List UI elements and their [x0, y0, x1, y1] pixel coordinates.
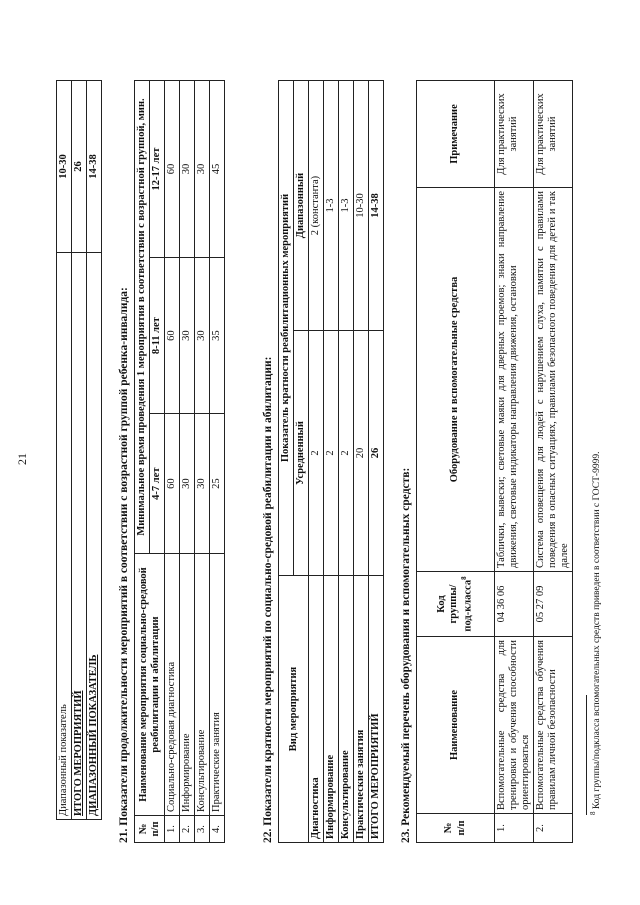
- table-row: [72, 81, 87, 820]
- cell-name: Практические занятия: [210, 554, 225, 816]
- header-num: № п/п: [135, 816, 165, 843]
- cell-name: Вспомогательные средства обучения правилам личной безопасности: [534, 637, 573, 814]
- cell-avg: 2: [324, 331, 339, 576]
- section-23-heading: 23. Рекомендуемый перечень оборудования и вспомогательных средств:: [400, 467, 412, 843]
- table-header-row: [135, 81, 150, 843]
- cell-num: 2.: [534, 814, 573, 843]
- cell-name: Информирование: [180, 554, 195, 816]
- cell-value: 30: [180, 81, 195, 258]
- cell-name: ИТОГО МЕРОПРИЯТИЙ: [369, 576, 384, 843]
- cell-name: Консультирование: [339, 576, 354, 843]
- footnote-text: Код группы/подкласса вспомогательных средств приведен в соответствии с ГОСТ-9999.: [592, 451, 603, 810]
- cell-code: 04 36 06: [495, 572, 534, 637]
- header-age: 8-11 лет: [150, 258, 165, 414]
- cell-name: Практические занятия: [354, 576, 369, 843]
- cell-num: 1.: [495, 814, 534, 843]
- header-age: 12-17 лет: [150, 81, 165, 258]
- table-row: [87, 81, 102, 820]
- header-num: № п/п: [417, 814, 495, 843]
- table-frequency: [278, 80, 384, 843]
- cell-value: 60: [165, 258, 180, 414]
- header-equipment: Оборудование и вспомогательные средства: [417, 188, 495, 572]
- header-age: 4-7 лет: [150, 414, 165, 554]
- header-range: Диапазонный: [294, 81, 309, 331]
- cell-value: 30: [195, 258, 210, 414]
- cell-value: 30: [180, 258, 195, 414]
- cell-value: 30: [195, 414, 210, 554]
- table-row: [57, 81, 72, 820]
- page-number: 21: [15, 453, 29, 465]
- cell-value: 60: [165, 81, 180, 258]
- footnote-ref: 8: [460, 576, 469, 580]
- row-label: Диапазонный показатель: [57, 253, 72, 820]
- table-row: [180, 81, 195, 843]
- row-value: 10-30: [57, 81, 72, 253]
- footnote-mark: 8: [589, 811, 597, 815]
- table-row: [369, 81, 384, 843]
- table-row: [195, 81, 210, 843]
- cell-num: 1.: [165, 816, 180, 843]
- cell-value: 30: [180, 414, 195, 554]
- table-duration: [134, 80, 225, 843]
- table-row: [354, 81, 369, 843]
- row-label: ИТОГО МЕРОПРИЯТИЙ: [72, 253, 87, 820]
- table-row: [309, 81, 324, 843]
- table-header-row: [417, 81, 495, 843]
- cell-note: Для практических занятий: [534, 81, 573, 188]
- row-value: 14-38: [87, 81, 102, 253]
- cell-name: Вспомогательные средства для тренировки и обучения способности ориентироваться: [495, 637, 534, 814]
- header-name: Наименование мероприятия социально-средовой реабилитации и абилитации: [135, 554, 165, 816]
- cell-range: 1-3: [339, 81, 354, 331]
- cell-note: Для практических занятий: [495, 81, 534, 188]
- header-type: Вид мероприятия: [279, 576, 309, 843]
- table-row: [534, 81, 573, 843]
- cell-equipment: Система оповещения для людей с нарушением слуха, памятки с правилами поведения в опасных ситуациях, правилами безопасного поведения для детей и так далее: [534, 188, 573, 572]
- header-avg: Усредненный: [294, 331, 309, 576]
- cell-name: Диагностика: [309, 576, 324, 843]
- cell-value: 45: [210, 81, 225, 258]
- row-value: 26: [72, 81, 87, 253]
- cell-avg: 2: [339, 331, 354, 576]
- cell-name: Информирование: [324, 576, 339, 843]
- row-label: ДИАПАЗОННЫЙ ПОКАЗАТЕЛЬ: [87, 253, 102, 820]
- table-row: [324, 81, 339, 843]
- table-row: [339, 81, 354, 843]
- cell-range: 14-38: [369, 81, 384, 331]
- header-code: [417, 572, 495, 637]
- cell-range: 2 (константа): [309, 81, 324, 331]
- header-note: Примечание: [417, 81, 495, 188]
- header-name: Наименование: [417, 637, 495, 814]
- cell-value: 30: [195, 81, 210, 258]
- cell-range: 10-30: [354, 81, 369, 331]
- cell-num: 3.: [195, 816, 210, 843]
- cell-value: 60: [165, 414, 180, 554]
- cell-value: 25: [210, 414, 225, 554]
- cell-code: 05 27 09: [534, 572, 573, 637]
- header-group: Минимальное время проведения 1 мероприятия в соответствии с возрастной группой, мин.: [135, 81, 150, 554]
- footnote-divider: [586, 695, 587, 815]
- cell-avg: 26: [369, 331, 384, 576]
- header-group: Показатель кратности реабилитационных мероприятий: [279, 81, 294, 576]
- section-22-heading: 22. Показатели кратности мероприятий по социально-средовой реабилитации и абилитации:: [262, 356, 274, 843]
- cell-num: 2.: [180, 816, 195, 843]
- table-equipment: [416, 80, 573, 843]
- footnote: [589, 452, 602, 815]
- table-summary: [56, 80, 102, 820]
- cell-avg: 2: [309, 331, 324, 576]
- table-row: [165, 81, 180, 843]
- cell-value: 35: [210, 258, 225, 414]
- table-row: [210, 81, 225, 843]
- cell-range: 1-3: [324, 81, 339, 331]
- cell-equipment: Таблички, вывески; световые маяки для дверных проемов; знаки направление движения, световые индикаторы направления движения, остановки: [495, 188, 534, 572]
- table-row: [495, 81, 534, 843]
- cell-avg: 20: [354, 331, 369, 576]
- table-header-row: [279, 81, 294, 843]
- cell-name: Консультирование: [195, 554, 210, 816]
- cell-num: 4.: [210, 816, 225, 843]
- section-21-heading: 21. Показатели продолжительности мероприятий в соответствии с возрастной группой ребенка-инвалида:: [118, 287, 130, 843]
- header-code-label: Код группы/под-класса: [436, 579, 474, 632]
- cell-name: Социально-средовая диагностика: [165, 554, 180, 816]
